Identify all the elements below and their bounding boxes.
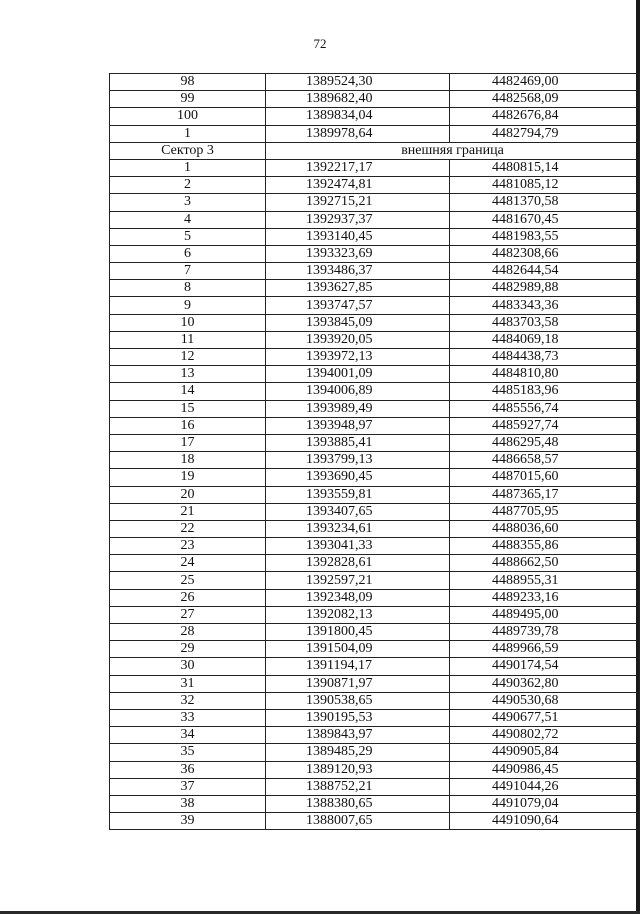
table-row	[110, 709, 640, 726]
table-row	[110, 469, 640, 486]
x-coordinate: 1393323,69	[266, 245, 450, 262]
y-coordinate: 4485183,96	[450, 383, 640, 400]
table-row	[110, 572, 640, 589]
section-title: внешняя граница	[266, 142, 640, 159]
point-number: 22	[110, 520, 266, 537]
y-coordinate: 4488955,31	[450, 572, 640, 589]
x-coordinate: 1389834,04	[266, 108, 450, 125]
x-coordinate: 1389485,29	[266, 744, 450, 761]
y-coordinate: 4483343,36	[450, 297, 640, 314]
x-coordinate: 1393486,37	[266, 263, 450, 280]
point-number: 8	[110, 280, 266, 297]
table-row	[110, 727, 640, 744]
table-row	[110, 692, 640, 709]
x-coordinate: 1393559,81	[266, 486, 450, 503]
y-coordinate: 4480815,14	[450, 159, 640, 176]
y-coordinate: 4482308,66	[450, 245, 640, 262]
table-row	[110, 245, 640, 262]
y-coordinate: 4487365,17	[450, 486, 640, 503]
x-coordinate: 1392715,21	[266, 194, 450, 211]
y-coordinate: 4490677,51	[450, 709, 640, 726]
point-number: 19	[110, 469, 266, 486]
point-number: 1	[110, 159, 266, 176]
table-row	[110, 813, 640, 830]
table-row	[110, 434, 640, 451]
coordinates-table	[109, 73, 640, 830]
table-row	[110, 778, 640, 795]
table-row	[110, 263, 640, 280]
x-coordinate: 1392348,09	[266, 589, 450, 606]
x-coordinate: 1389843,97	[266, 727, 450, 744]
table-row	[110, 417, 640, 434]
table-row	[110, 641, 640, 658]
point-number: 36	[110, 761, 266, 778]
x-coordinate: 1393140,45	[266, 228, 450, 245]
y-coordinate: 4489233,16	[450, 589, 640, 606]
table-row	[110, 383, 640, 400]
y-coordinate: 4482989,88	[450, 280, 640, 297]
x-coordinate: 1392474,81	[266, 177, 450, 194]
y-coordinate: 4488355,86	[450, 538, 640, 555]
table-row	[110, 795, 640, 812]
y-coordinate: 4490530,68	[450, 692, 640, 709]
table-row	[110, 108, 640, 125]
y-coordinate: 4490905,84	[450, 744, 640, 761]
point-number: 14	[110, 383, 266, 400]
y-coordinate: 4481370,58	[450, 194, 640, 211]
x-coordinate: 1392217,17	[266, 159, 450, 176]
y-coordinate: 4481085,12	[450, 177, 640, 194]
x-coordinate: 1391800,45	[266, 624, 450, 641]
point-number: 27	[110, 606, 266, 623]
table-row	[110, 606, 640, 623]
y-coordinate: 4491044,26	[450, 778, 640, 795]
point-number: 16	[110, 417, 266, 434]
table-row	[110, 194, 640, 211]
point-number: 99	[110, 91, 266, 108]
y-coordinate: 4489495,00	[450, 606, 640, 623]
y-coordinate: 4488662,50	[450, 555, 640, 572]
x-coordinate: 1392082,13	[266, 606, 450, 623]
y-coordinate: 4489966,59	[450, 641, 640, 658]
point-number: 9	[110, 297, 266, 314]
table-row	[110, 452, 640, 469]
x-coordinate: 1393747,57	[266, 297, 450, 314]
point-number: 15	[110, 400, 266, 417]
y-coordinate: 4490362,80	[450, 675, 640, 692]
y-coordinate: 4487705,95	[450, 503, 640, 520]
table-row	[110, 159, 640, 176]
x-coordinate: 1393407,65	[266, 503, 450, 520]
y-coordinate: 4486658,57	[450, 452, 640, 469]
point-number: 28	[110, 624, 266, 641]
x-coordinate: 1393041,33	[266, 538, 450, 555]
point-number: 6	[110, 245, 266, 262]
y-coordinate: 4488036,60	[450, 520, 640, 537]
y-coordinate: 4485556,74	[450, 400, 640, 417]
section-label: Сектор 3	[110, 142, 266, 159]
point-number: 20	[110, 486, 266, 503]
table-row	[110, 331, 640, 348]
y-coordinate: 4482644,54	[450, 263, 640, 280]
y-coordinate: 4489739,78	[450, 624, 640, 641]
y-coordinate: 4484069,18	[450, 331, 640, 348]
point-number: 100	[110, 108, 266, 125]
point-number: 26	[110, 589, 266, 606]
y-coordinate: 4491090,64	[450, 813, 640, 830]
page-number: 72	[313, 36, 327, 51]
point-number: 7	[110, 263, 266, 280]
x-coordinate: 1394001,09	[266, 366, 450, 383]
point-number: 98	[110, 74, 266, 91]
y-coordinate: 4483703,58	[450, 314, 640, 331]
point-number: 17	[110, 434, 266, 451]
x-coordinate: 1388380,65	[266, 795, 450, 812]
point-number: 38	[110, 795, 266, 812]
x-coordinate: 1393627,85	[266, 280, 450, 297]
table-row	[110, 211, 640, 228]
point-number: 18	[110, 452, 266, 469]
y-coordinate: 4481670,45	[450, 211, 640, 228]
point-number: 10	[110, 314, 266, 331]
x-coordinate: 1393885,41	[266, 434, 450, 451]
section-header-row	[110, 142, 640, 159]
y-coordinate: 4490174,54	[450, 658, 640, 675]
point-number: 37	[110, 778, 266, 795]
point-number: 34	[110, 727, 266, 744]
x-coordinate: 1393690,45	[266, 469, 450, 486]
x-coordinate: 1392828,61	[266, 555, 450, 572]
table-row	[110, 400, 640, 417]
x-coordinate: 1391194,17	[266, 658, 450, 675]
y-coordinate: 4482568,09	[450, 91, 640, 108]
table-row	[110, 486, 640, 503]
point-number: 3	[110, 194, 266, 211]
table-row	[110, 349, 640, 366]
table-row	[110, 589, 640, 606]
table-row	[110, 744, 640, 761]
table-body-top	[110, 74, 640, 143]
point-number: 1	[110, 125, 266, 142]
table-row	[110, 177, 640, 194]
point-number: 23	[110, 538, 266, 555]
y-coordinate: 4482469,00	[450, 74, 640, 91]
x-coordinate: 1393234,61	[266, 520, 450, 537]
y-coordinate: 4481983,55	[450, 228, 640, 245]
table-row	[110, 658, 640, 675]
table-body-main	[110, 159, 640, 829]
table-row	[110, 74, 640, 91]
y-coordinate: 4482794,79	[450, 125, 640, 142]
point-number: 4	[110, 211, 266, 228]
y-coordinate: 4487015,60	[450, 469, 640, 486]
point-number: 11	[110, 331, 266, 348]
x-coordinate: 1393948,97	[266, 417, 450, 434]
x-coordinate: 1390195,53	[266, 709, 450, 726]
point-number: 13	[110, 366, 266, 383]
table-row	[110, 538, 640, 555]
x-coordinate: 1389120,93	[266, 761, 450, 778]
point-number: 35	[110, 744, 266, 761]
table-row	[110, 297, 640, 314]
table-row	[110, 624, 640, 641]
y-coordinate: 4490802,72	[450, 727, 640, 744]
point-number: 24	[110, 555, 266, 572]
point-number: 32	[110, 692, 266, 709]
table-row	[110, 91, 640, 108]
point-number: 5	[110, 228, 266, 245]
y-coordinate: 4486295,48	[450, 434, 640, 451]
y-coordinate: 4484438,73	[450, 349, 640, 366]
x-coordinate: 1392937,37	[266, 211, 450, 228]
x-coordinate: 1388007,65	[266, 813, 450, 830]
point-number: 21	[110, 503, 266, 520]
table-row	[110, 555, 640, 572]
y-coordinate: 4485927,74	[450, 417, 640, 434]
table-row	[110, 125, 640, 142]
y-coordinate: 4484810,80	[450, 366, 640, 383]
x-coordinate: 1393972,13	[266, 349, 450, 366]
y-coordinate: 4490986,45	[450, 761, 640, 778]
point-number: 30	[110, 658, 266, 675]
point-number: 29	[110, 641, 266, 658]
x-coordinate: 1393989,49	[266, 400, 450, 417]
x-coordinate: 1390538,65	[266, 692, 450, 709]
x-coordinate: 1393845,09	[266, 314, 450, 331]
x-coordinate: 1393799,13	[266, 452, 450, 469]
table-row	[110, 228, 640, 245]
table-row	[110, 761, 640, 778]
point-number: 33	[110, 709, 266, 726]
point-number: 2	[110, 177, 266, 194]
x-coordinate: 1394006,89	[266, 383, 450, 400]
table-row	[110, 280, 640, 297]
x-coordinate: 1393920,05	[266, 331, 450, 348]
point-number: 31	[110, 675, 266, 692]
point-number: 25	[110, 572, 266, 589]
y-coordinate: 4491079,04	[450, 795, 640, 812]
table-row	[110, 675, 640, 692]
x-coordinate: 1389978,64	[266, 125, 450, 142]
x-coordinate: 1390871,97	[266, 675, 450, 692]
section-header-body	[110, 142, 640, 159]
x-coordinate: 1389682,40	[266, 91, 450, 108]
x-coordinate: 1389524,30	[266, 74, 450, 91]
y-coordinate: 4482676,84	[450, 108, 640, 125]
x-coordinate: 1388752,21	[266, 778, 450, 795]
x-coordinate: 1391504,09	[266, 641, 450, 658]
point-number: 12	[110, 349, 266, 366]
x-coordinate: 1392597,21	[266, 572, 450, 589]
table-row	[110, 520, 640, 537]
table-row	[110, 314, 640, 331]
table-row	[110, 503, 640, 520]
table-row	[110, 366, 640, 383]
point-number: 39	[110, 813, 266, 830]
